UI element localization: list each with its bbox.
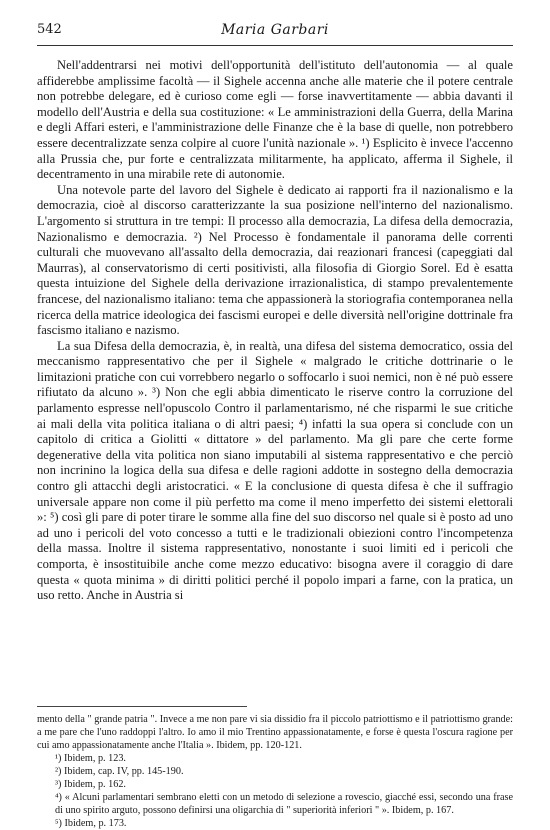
footnote: ⁵) Ibidem, p. 173. (55, 818, 127, 829)
page-header (37, 22, 513, 44)
page-number: 542 (37, 22, 62, 37)
footnote-continuation: mento della " grande patria ". Invece a me non pare vi sia dissidio fra il piccolo patriottismo e il patriottismo grande: a me pare che l'uno raddoppi l'altro. Io amo il mio Trentino appassionatamente, e forse è questa l'oscura ragione per cui amo appassionatamente anche l'Italia ». Ibidem, pp. 120-121. (37, 714, 513, 751)
header-rule (37, 45, 513, 46)
footnote-rule (37, 706, 247, 707)
paragraph: Nell'addentrarsi nei motivi dell'opportunità dell'istituto dell'autonomia — al quale affiderebbe amplissime facoltà — il Sighele accenna anche alle materie che il potere centrale non potrebbe delegare, ed è curioso come egli — forse inavvertitamente — abbia davanti il modello dell'Austria e della sua costituzione: « Le amministrazioni della Guerra, della Marina e degli Affari esteri, e l'amministrazione delle Finanze che è la base di quelle, non potrebbero essere decentralizzate senza colpire al cuore l'unità nazionale ». ¹) Esplicito è invece l'accenno alla Prussia che, pur forte e centralizzata militarmente, ha applicato, afferma il Sighele, il decentramento in una mirabile rete di autonomie. (37, 58, 513, 182)
footnote: ¹) Ibidem, p. 123. (55, 753, 126, 764)
running-head-author: Maria Garbari (221, 22, 329, 38)
footnote: ⁴) « Alcuni parlamentari sembrano eletti con un metodo di selezione a rovescio, giacché essi, secondo una frase di uno spirito arguto, possono definirsi una oligarchia di " superiorità inferiori " ». Ibidem, p. 167. (55, 792, 513, 816)
paragraph: Una notevole parte del lavoro del Sighele è dedicato ai rapporti fra il nazionalismo e la democrazia, cioè al discorso caratterizzante la sua posizione nell'interno del nazionalismo. L'argomento si struttura in tre tempi: Il processo alla democrazia, La difesa della democrazia, Nazionalismo e democrazia. ²) Nel Processo è fondamentale il panorama delle correnti culturali che muovevano all'assalto della democrazia, dai reazionari francesi (capeggiati dal Maurras), al conservatorismo di certi positivisti, alla filosofia di Giorgio Sorel. Ed è esatta questa intuizione del Sighele della derivazione irrazionalistica, di stampo prevalentemente francese, del nazionalismo italiano: tema che appassionerà la storiografia contemporanea nella ricerca della matrice ideologica dei fascismi europei e delle diversità nell'origine dottrinale fra fascismo italiano e nazismo. (37, 182, 513, 338)
footnote: ³) Ibidem, p. 162. (55, 779, 126, 790)
footnote: ²) Ibidem, cap. IV, pp. 145-190. (55, 766, 184, 777)
body-text (37, 58, 513, 604)
footnotes (37, 713, 513, 830)
paragraph: La sua Difesa della democrazia, è, in realtà, una difesa del sistema democratico, ossia del meccanismo rappresentativo che per il Sighele « malgrado le critiche dottrinarie o le limitazioni pratiche con cui vorrebbero negarlo o soffocarlo i suoi nemici, non è né può essere rifiutato da alcuno ». ³) Non che egli abbia dimenticato le riserve contro la corruzione del parlamento espresse nell'opuscolo Contro il parlamentarismo, né che risparmi le sue critiche ai mali della vita politica italiana o di altri paesi; ⁴) infatti la sua opera si conclude con un capitolo di critica a Giolitti « dittatore » del parlamento. Ma gli pare che certe forme degenerative della vita politica non siano imputabili al sistema rappresentativo e che perciò non incrinino la logica della sua difesa e delle ragioni addotte in sostegno della democrazia contro gli attacchi degli aristocratici. « E la conclusione di questa difesa è che il suffragio universale appare non come il più perfetto ma come il meno imperfetto dei sistemi elettorali »: ⁵) così gli pare di poter tirare le somme alla fine del suo discorso nel quale si è posto ad uno ad uno i pericoli del voto concesso a tutti e le tradizionali obiezioni contro l'incompetenza della massa. Inoltre il sistema rappresentativo, nonostante i suoi limiti ed i pericoli che comporta, è insostituibile anche come mezzo educativo: bisogna avere il coraggio di dare questa « quota minima » di diritti politici perché il popolo impari a farne, con la pratica, un uso retto. Anche in Austria si (37, 338, 513, 603)
